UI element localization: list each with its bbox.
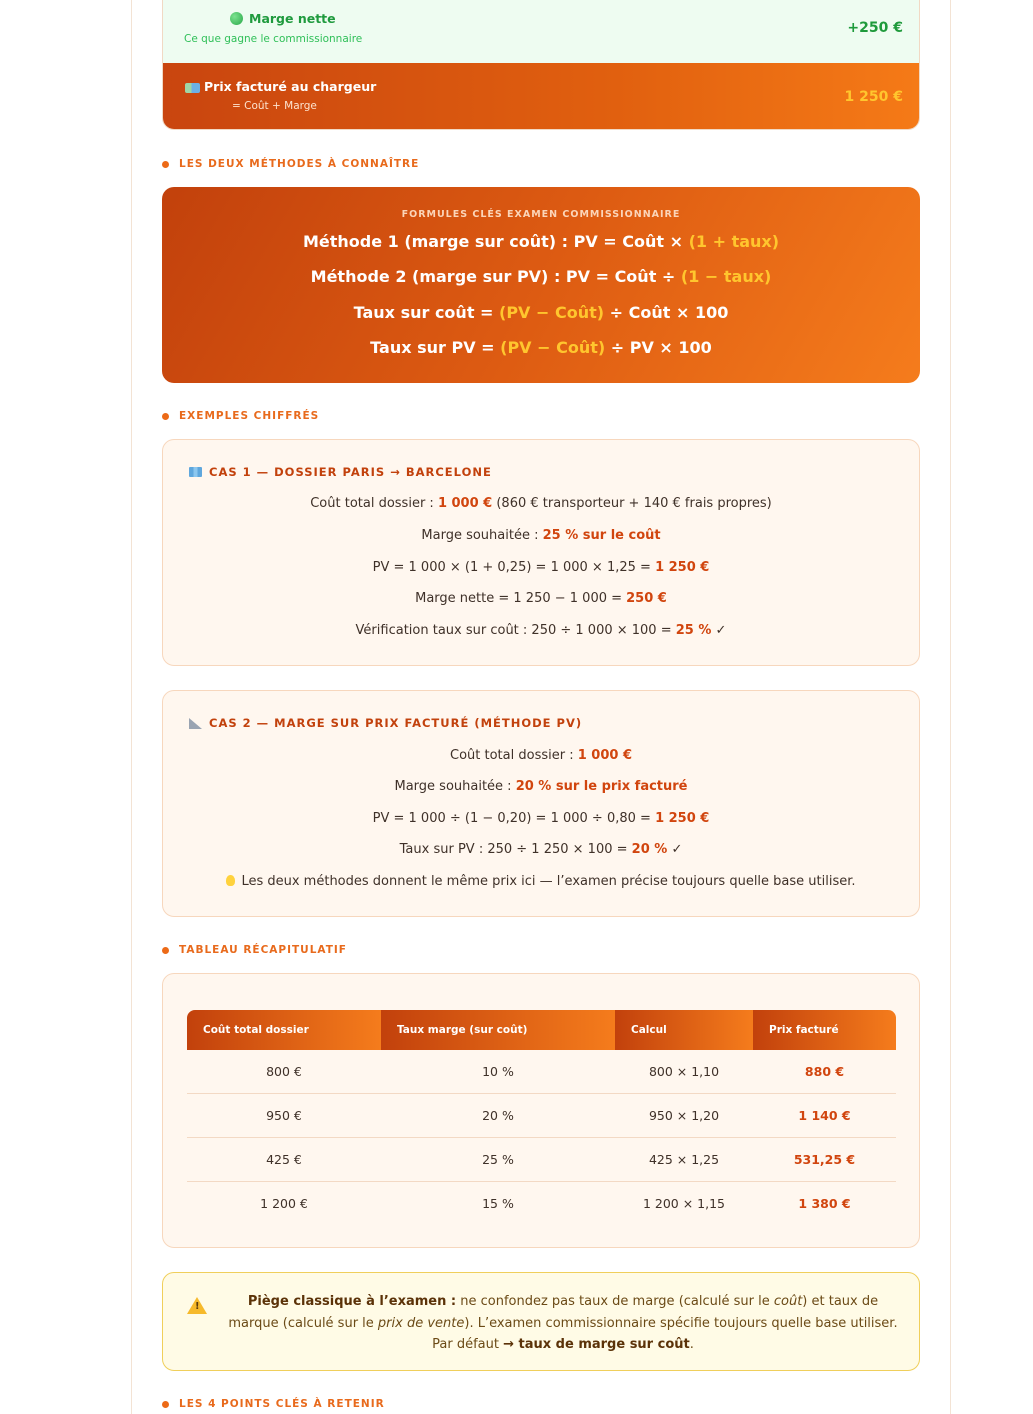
table-cell: 15 % xyxy=(482,1196,514,1211)
table-header-cell: Calcul xyxy=(615,1010,753,1050)
section-heading-text: LES 4 POINTS CLÉS À RETENIR xyxy=(179,1398,385,1410)
table-cell: 25 % xyxy=(482,1152,514,1167)
warning-text-part: ). L’examen commissionnaire spécifie toujours quelle base utiliser. Par défaut xyxy=(432,1315,898,1352)
warning-icon xyxy=(187,1297,207,1314)
table-cell-price: 531,25 € xyxy=(793,1152,856,1167)
case-title-text: CAS 1 — DOSSIER PARIS → BARCELONE xyxy=(209,465,492,479)
lightbulb-icon xyxy=(226,875,235,886)
case-1-line-cost xyxy=(163,496,919,511)
line-text: Coût total dossier : xyxy=(310,496,438,511)
section-heading-text: TABLEAU RÉCAPITULATIF xyxy=(179,944,347,956)
margin-summary-card xyxy=(162,0,920,130)
section-heading-methods xyxy=(162,156,419,172)
summary-table xyxy=(187,1010,896,1226)
example-case-2 xyxy=(162,690,920,917)
table-row xyxy=(187,1094,896,1138)
formula-rate-on-cost xyxy=(162,303,920,322)
table-cell: 800 × 1,10 xyxy=(648,1064,720,1079)
table-cell: 425 × 1,25 xyxy=(648,1152,720,1167)
warning-text-part: ne confondez pas taux de marge (calculé sur le xyxy=(456,1294,774,1309)
warning-text xyxy=(221,1291,905,1356)
table-header-cell: Coût total dossier xyxy=(187,1010,381,1050)
net-margin-row xyxy=(163,0,919,63)
bullet-dot-icon xyxy=(162,947,169,954)
formulas-kicker: FORMULES CLÉS EXAMEN COMMISSIONNAIRE xyxy=(401,209,681,220)
table-header-cell: Taux marge (sur coût) xyxy=(381,1010,615,1050)
billed-price-label: Prix facturé au chargeur xyxy=(204,79,377,94)
table-header-cell: Prix facturé xyxy=(753,1010,896,1050)
line-highlight: 20 % sur le prix facturé xyxy=(515,779,688,794)
warning-strong: → taux de marge sur coût xyxy=(503,1337,690,1352)
billed-price-value: 1 250 € xyxy=(844,89,903,105)
formula-highlight: (1 − taux) xyxy=(680,267,772,286)
formula-text: ÷ PV × 100 xyxy=(605,338,712,357)
section-heading-key-points xyxy=(162,1396,385,1412)
line-highlight: 1 000 € xyxy=(437,496,493,511)
table-row xyxy=(187,1182,896,1226)
billed-price-row xyxy=(163,63,919,130)
check-mark: ✓ xyxy=(711,623,727,638)
formula-highlight: (PV − Coût) xyxy=(499,303,605,322)
line-highlight: 1 250 € xyxy=(655,560,710,575)
case-2-note xyxy=(163,874,919,889)
banknote-icon xyxy=(185,83,200,93)
table-cell: 950 × 1,20 xyxy=(648,1108,720,1123)
key-formulas-card xyxy=(162,187,920,383)
formula-rate-on-price xyxy=(162,338,920,357)
case-2-line-check xyxy=(163,842,919,857)
warning-text-part: . xyxy=(689,1337,694,1352)
line-highlight: 20 % xyxy=(631,842,668,857)
line-highlight: 25 % sur le coût xyxy=(542,528,661,543)
table-cell: 10 % xyxy=(482,1064,514,1079)
warning-text-part: ) et taux de marque (calculé sur le xyxy=(228,1294,879,1331)
table-cell: 1 200 × 1,15 xyxy=(642,1196,726,1211)
table-cell-price: 1 140 € xyxy=(798,1108,851,1123)
summary-table-card xyxy=(162,973,920,1248)
line-highlight: 250 € xyxy=(626,591,667,606)
case-1-title xyxy=(189,464,492,480)
check-mark: ✓ xyxy=(667,842,683,857)
formula-method-1 xyxy=(162,232,920,251)
case-1-line-net-margin xyxy=(163,591,919,606)
table-cell: 1 200 € xyxy=(260,1196,308,1211)
case-2-line-cost xyxy=(163,748,919,763)
case-1-line-margin xyxy=(163,528,919,543)
table-cell: 950 € xyxy=(266,1108,302,1123)
line-text: Marge nette = 1 250 − 1 000 = xyxy=(415,591,627,606)
formula-text: Taux sur PV = xyxy=(370,338,501,357)
triangular-ruler-icon xyxy=(189,718,202,729)
formula-text: ÷ Coût × 100 xyxy=(604,303,729,322)
line-text: PV = 1 000 ÷ (1 − 0,20) = 1 000 ÷ 0,80 = xyxy=(372,811,656,826)
table-cell: 800 € xyxy=(266,1064,302,1079)
section-heading-table xyxy=(162,942,347,958)
formula-highlight: (PV − Coût) xyxy=(500,338,606,357)
bullet-dot-icon xyxy=(162,413,169,420)
bullet-dot-icon xyxy=(162,1401,169,1408)
table-cell: 20 % xyxy=(482,1108,514,1123)
line-text: Marge souhaitée : xyxy=(421,528,543,543)
net-margin-label: Marge nette xyxy=(249,11,336,26)
page-container xyxy=(131,0,951,1414)
line-text: Vérification taux sur coût : 250 ÷ 1 000 × 100 = xyxy=(355,623,676,638)
bullet-dot-icon xyxy=(162,161,169,168)
table-cell: 425 € xyxy=(266,1152,302,1167)
formula-text: Méthode 2 (marge sur PV) : PV = Coût ÷ xyxy=(310,267,681,286)
line-text: PV = 1 000 × (1 + 0,25) = 1 000 × 1,25 = xyxy=(372,560,656,575)
section-heading-text: LES DEUX MÉTHODES À CONNAÎTRE xyxy=(179,158,420,170)
line-text: (860 € transporteur + 140 € frais propres) xyxy=(492,496,772,511)
case-2-title xyxy=(189,715,582,731)
line-highlight: 1 000 € xyxy=(577,748,632,763)
section-heading-examples xyxy=(162,408,319,424)
note-text: Les deux méthodes donnent le même prix ici — l’examen précise toujours quelle base utiliser. xyxy=(241,874,856,889)
net-margin-value: +250 € xyxy=(847,20,903,36)
line-text: Marge souhaitée : xyxy=(394,779,516,794)
warning-emphasis: coût xyxy=(773,1294,803,1309)
warning-emphasis: prix de vente xyxy=(377,1315,465,1331)
globe-icon xyxy=(230,12,243,25)
case-1-line-check xyxy=(163,623,919,638)
warning-strong: Piège classique à l’examen : xyxy=(247,1294,457,1309)
line-text: Coût total dossier : xyxy=(450,748,578,763)
map-icon xyxy=(189,467,202,477)
exam-trap-warning xyxy=(162,1272,920,1371)
case-2-line-price xyxy=(163,811,919,826)
table-cell-price: 880 € xyxy=(804,1064,845,1079)
table-header xyxy=(187,1010,896,1050)
case-2-line-margin xyxy=(163,779,919,794)
case-title-text: CAS 2 — MARGE SUR PRIX FACTURÉ (MÉTHODE PV) xyxy=(209,716,583,730)
formula-text: Taux sur coût = xyxy=(353,303,500,322)
formula-method-2 xyxy=(162,267,920,286)
net-margin-description: Ce que gagne le commissionnaire xyxy=(184,33,363,45)
example-case-1 xyxy=(162,439,920,666)
formula-highlight: (1 + taux) xyxy=(688,232,780,251)
table-row xyxy=(187,1138,896,1182)
line-highlight: 25 % xyxy=(675,623,712,638)
table-cell-price: 1 380 € xyxy=(798,1196,851,1211)
billed-price-formula: = Coût + Marge xyxy=(232,100,317,112)
table-row xyxy=(187,1050,896,1094)
line-highlight: 1 250 € xyxy=(655,811,710,826)
case-1-line-price xyxy=(163,560,919,575)
formula-text: Méthode 1 (marge sur coût) : PV = Coût × xyxy=(302,232,689,251)
line-text: Taux sur PV : 250 ÷ 1 250 × 100 = xyxy=(399,842,632,857)
section-heading-text: EXEMPLES CHIFFRÉS xyxy=(179,410,320,422)
